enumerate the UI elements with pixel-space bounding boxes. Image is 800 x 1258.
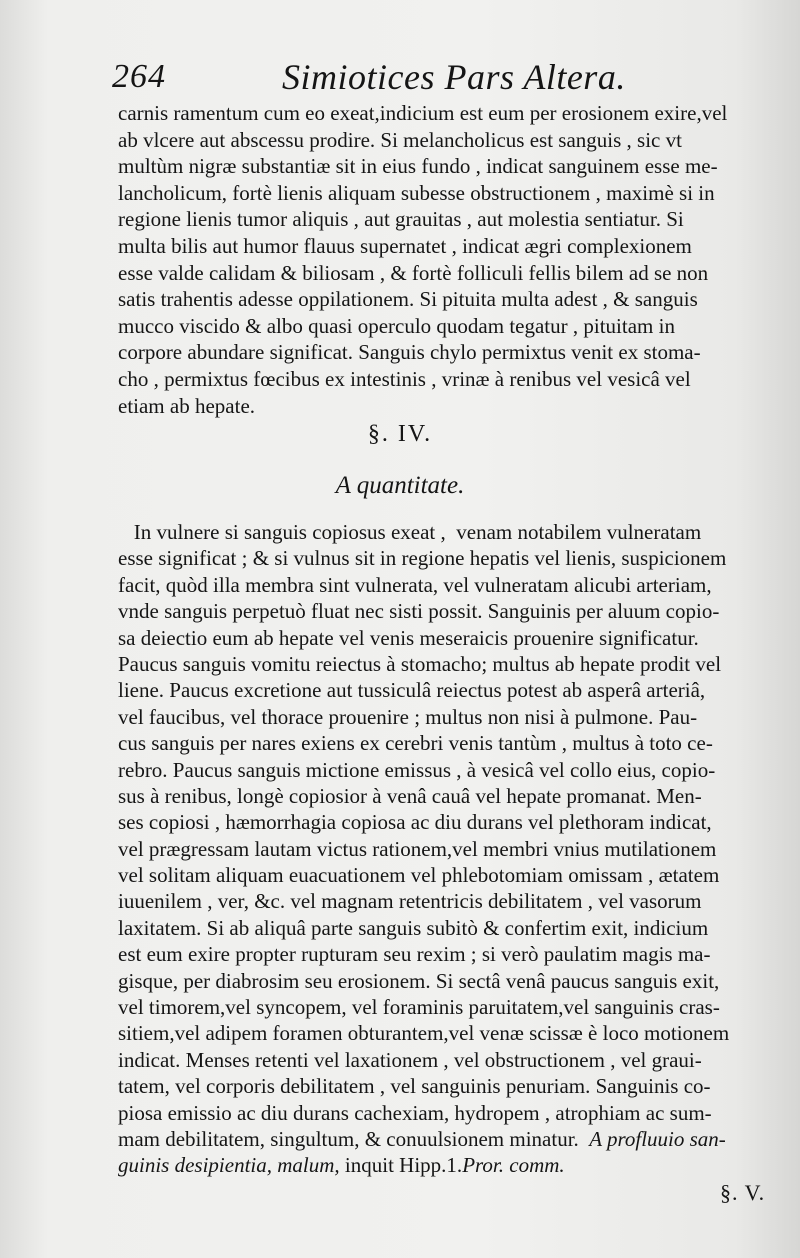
citation-work: Pror. comm. bbox=[462, 1153, 565, 1178]
text-line: mucco viscido & albo quasi operculo quodam tegatur , pituitam in bbox=[118, 313, 675, 338]
running-title: Simiotices Pars Altera. bbox=[282, 57, 626, 97]
hippocrates-quote-cont: guinis desipientia, malum, bbox=[118, 1153, 340, 1178]
text-line: In vulnere si sanguis copiosus exeat , venam notabilem vulneratam bbox=[118, 520, 702, 544]
text-line: vel faucibus, vel thorace prouenire ; multus non nisi à pulmone. Pau- bbox=[118, 704, 698, 729]
section-heading: §. IV. bbox=[367, 421, 433, 447]
text-line: facit, quòd illa membra sint vulnerata, vel vulneratam alicubi arteriam, bbox=[118, 572, 712, 597]
text-line: Paucus sanguis vomitu reiectus à stomacho; multus ab hepate prodit vel bbox=[118, 651, 722, 676]
text-line: esse valde calidam & biliosam , & fortè folliculi fellis bilem ad se non bbox=[118, 260, 709, 285]
text-line: vel solitam aliquam euacuationem vel phlebotomiam omissam , ætatem bbox=[118, 863, 720, 888]
text-line: sa deiectio eum ab hepate vel venis meseraicis prouenire significatur. bbox=[118, 625, 699, 650]
text-line: tatem, vel corporis debilitatem , vel sanguinis penuriam. Sanguinis co- bbox=[118, 1074, 711, 1099]
paragraph-blood-color bbox=[118, 100, 770, 419]
text-line: carnis ramentum cum eo exeat,indicium est eum per erosionem exire,vel bbox=[118, 101, 728, 125]
section-title: A quantitate. bbox=[335, 472, 465, 499]
text-line bbox=[118, 1152, 770, 1178]
text-line: ab vlcere aut abscessu prodire. Si melancholicus est sanguis , sic vt bbox=[118, 127, 682, 152]
text-line: indicat. Menses retenti vel laxationem , vel obstructionem , vel graui- bbox=[118, 1047, 702, 1072]
text-line: vnde sanguis perpetuò fluat nec sisti possit. Sanguinis per aluum copio- bbox=[118, 599, 720, 624]
catchword: §. V. bbox=[720, 1180, 766, 1205]
page-header bbox=[112, 54, 792, 102]
citation-reference: inquit Hipp.1. bbox=[339, 1153, 463, 1178]
text-line: cho , permixtus fœcibus ex intestinis , vrinæ à renibus vel vesicâ vel bbox=[118, 366, 691, 391]
text-line: esse significat ; & si vulnus sit in regione hepatis vel lienis, suspicionem bbox=[118, 546, 727, 571]
text-line: satis trahentis adesse oppilationem. Si pituita multa adest , & sanguis bbox=[118, 287, 698, 312]
text-line: vel timorem,vel syncopem, vel foraminis paruitatem,vel sanguinis cras- bbox=[118, 995, 720, 1020]
text-line: cus sanguis per nares exiens ex cerebri venis tantùm , multus à toto ce- bbox=[118, 731, 713, 756]
text-line: liene. Paucus excretione aut tussiculâ reiectus potest ab asperâ arteriâ, bbox=[118, 678, 706, 703]
text-line: corpore abundare significat. Sanguis chylo permixtus venit ex stoma- bbox=[118, 340, 701, 365]
text-line: vel prægressam lautam victus rationem,vel membri vnius mutilationem bbox=[118, 836, 717, 861]
text-line: etiam ab hepate. bbox=[118, 393, 256, 418]
text-line bbox=[118, 1126, 770, 1152]
page-number: 264 bbox=[112, 58, 166, 95]
text-line: lancholicum, fortè lienis aliquam subesse obstructionem , maximè si in bbox=[118, 180, 715, 205]
text-line: rebro. Paucus sanguis mictione emissus , à vesicâ vel collo eius, copio- bbox=[118, 757, 716, 782]
text-line: iuuenilem , ver, &c. vel magnam retentricis debilitatem , vel vasorum bbox=[118, 889, 702, 914]
hippocrates-quote: A profluuio san- bbox=[589, 1126, 726, 1151]
text-fragment: mam debilitatem, singultum, & conuulsionem minatur. bbox=[118, 1126, 590, 1151]
text-line: regione lienis tumor aliquis , aut grauitas , aut molestia sentiatur. Si bbox=[118, 207, 684, 232]
text-line: est eum exire propter rupturam seu rexim ; si verò paulatim magis ma- bbox=[118, 942, 711, 967]
text-line: sus à renibus, longè copiosior à venâ cauâ vel hepate promanat. Men- bbox=[118, 783, 702, 808]
text-line: piosa emissio ac diu durans cachexiam, hydropem , atrophiam ac sum- bbox=[118, 1100, 712, 1125]
text-line: multùm nigræ substantiæ sit in eius fundo , indicat sanguinem esse me- bbox=[118, 154, 718, 179]
text-line: laxitatem. Si ab aliquâ parte sanguis subitò & confertim exit, indicium bbox=[118, 915, 709, 940]
text-line: multa bilis aut humor flauus supernatet , indicat ægri complexionem bbox=[118, 233, 692, 258]
text-line: sitiem,vel adipem foramen obturantem,vel venæ scissæ è loco motionem bbox=[118, 1021, 730, 1046]
text-line: ses copiosi , hæmorrhagia copiosa ac diu durans vel plethoram indicat, bbox=[118, 810, 712, 835]
text-line: gisque, per diabrosim seu erosionem. Si sectâ venâ paucus sanguis exit, bbox=[118, 968, 720, 993]
paragraph-quantity bbox=[118, 519, 770, 1179]
